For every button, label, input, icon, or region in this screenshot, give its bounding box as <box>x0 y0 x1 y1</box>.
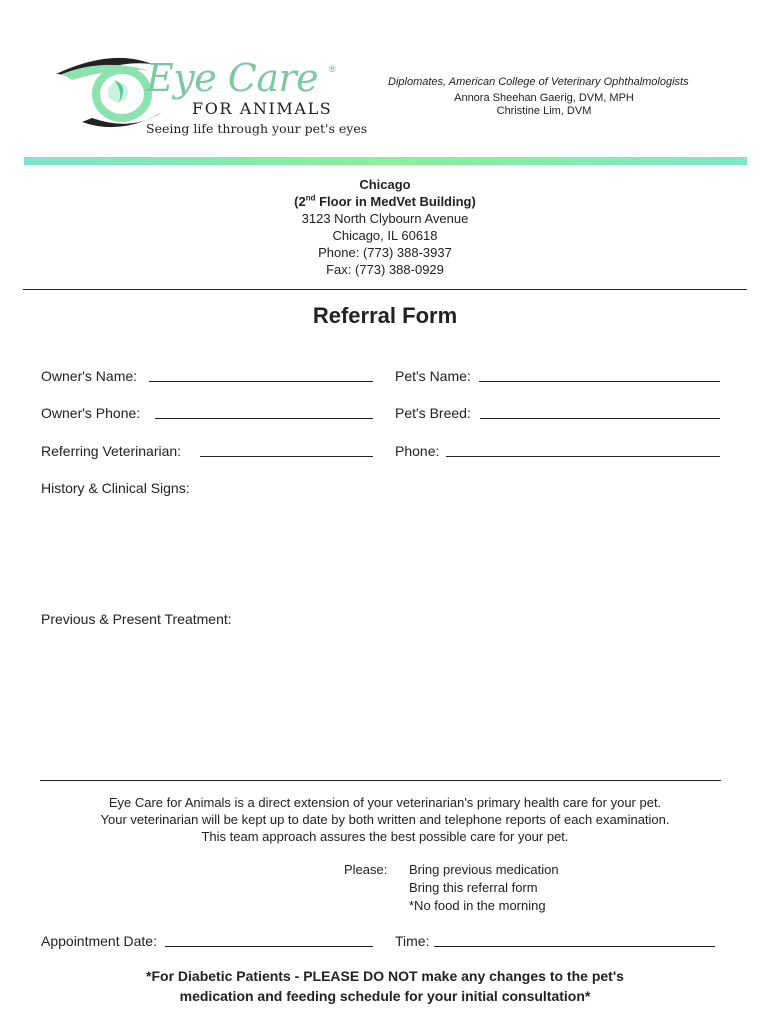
owner-phone-label: Owner's Phone: <box>41 405 141 421</box>
diplomates-text: Diplomates, American College of Veterinary Ophthalmologists <box>388 76 689 88</box>
doctor-1: Annora Sheehan Gaerig, DVM, MPH <box>454 92 634 104</box>
form-title: Referral Form <box>312 303 458 328</box>
phone-label: Phone: <box>395 443 440 459</box>
referring-vet-label: Referring Veterinarian: <box>41 443 182 459</box>
logo-name: Eye Care <box>146 56 319 100</box>
pet-breed-field[interactable] <box>480 418 720 419</box>
referring-vet-field[interactable] <box>200 456 373 457</box>
location-city: Chicago <box>359 177 411 192</box>
footer-line-3: This team approach assures the best possible care for your pet. <box>201 829 569 844</box>
treatment-label: Previous & Present Treatment: <box>41 611 232 627</box>
doctor-2: Christine Lim, DVM <box>496 105 592 117</box>
footer-line-2: Your veterinarian will be kept up to date by both written and telephone reports of each examination. <box>100 812 670 827</box>
diabetic-warning-2: medication and feeding schedule for your initial consultation* <box>179 988 591 1004</box>
footer-divider <box>40 780 721 781</box>
pet-breed-label: Pet's Breed: <box>395 405 471 421</box>
owner-name-label: Owner's Name: <box>41 368 138 384</box>
header-band <box>24 157 747 165</box>
please-item-3: *No food in the morning <box>409 898 546 913</box>
please-item-1: Bring previous medication <box>409 862 559 877</box>
location-street: 3123 North Clybourn Avenue <box>301 211 469 226</box>
owner-phone-field[interactable] <box>155 418 373 419</box>
logo-tagline: Seeing life through your pet's eyes <box>146 121 368 136</box>
location-fax: Fax: (773) 388-0929 <box>326 262 444 277</box>
location-phone: Phone: (773) 388-3937 <box>318 245 452 260</box>
appointment-date-label: Appointment Date: <box>41 933 157 949</box>
appointment-date-field[interactable] <box>165 946 373 947</box>
registered-mark: ® <box>329 64 336 74</box>
please-item-2: Bring this referral form <box>409 880 538 895</box>
divider <box>23 289 747 290</box>
pet-name-field[interactable] <box>479 381 720 382</box>
history-label: History & Clinical Signs: <box>41 480 190 496</box>
time-field[interactable] <box>434 946 715 947</box>
pet-name-label: Pet's Name: <box>395 368 471 384</box>
location-floor: (2nd Floor in MedVet Building) <box>294 194 476 210</box>
please-label: Please: <box>344 862 388 877</box>
footer-line-1: Eye Care for Animals is a direct extension of your veterinarian's primary health care for your pet. <box>108 795 662 810</box>
owner-name-field[interactable] <box>149 381 373 382</box>
phone-field[interactable] <box>446 456 720 457</box>
location-citystate: Chicago, IL 60618 <box>332 228 438 243</box>
history-area[interactable] <box>41 500 721 600</box>
diabetic-warning-1: *For Diabetic Patients - PLEASE DO NOT make any changes to the pet's <box>146 968 624 984</box>
time-label: Time: <box>395 933 430 949</box>
treatment-area[interactable] <box>41 632 721 772</box>
logo-subtitle: FOR ANIMALS <box>192 99 333 118</box>
